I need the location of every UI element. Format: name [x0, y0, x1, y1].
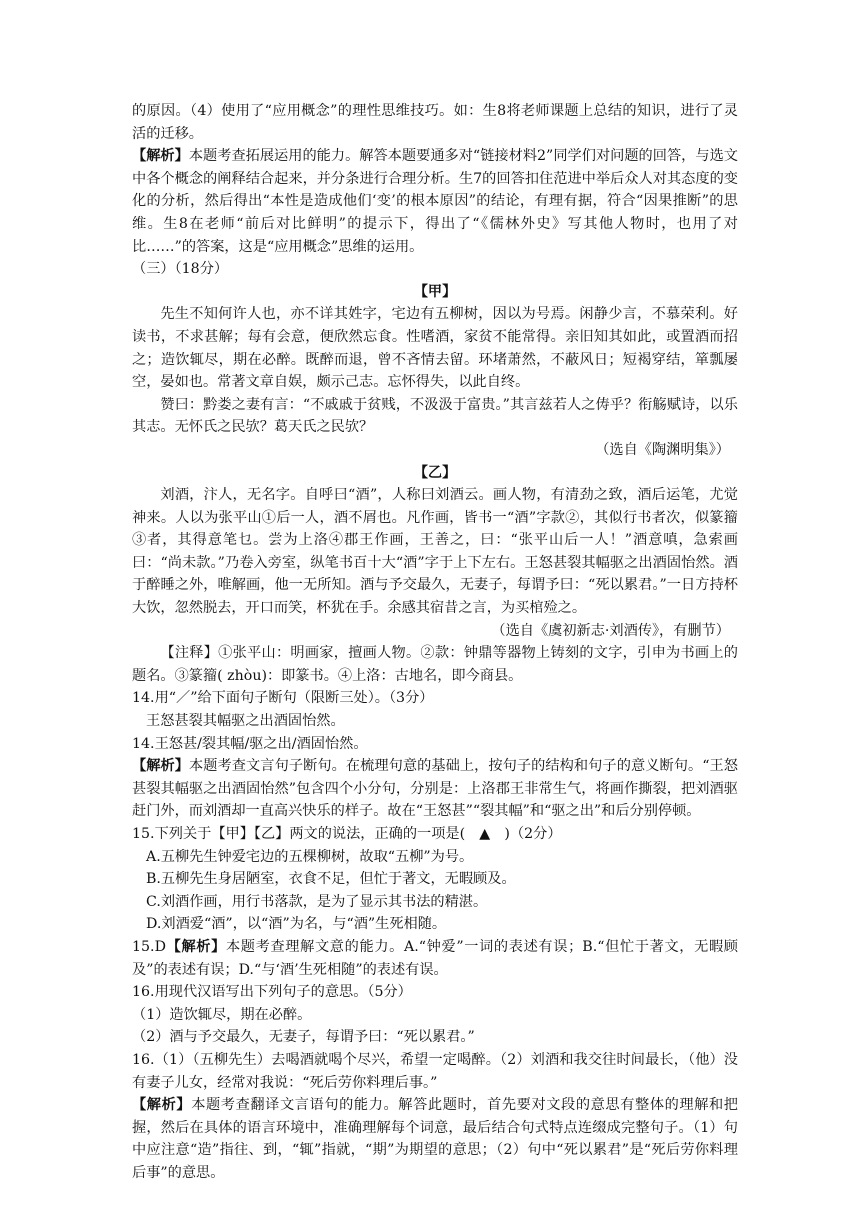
q16-analysis	[132, 1094, 738, 1184]
analysis-label: 【解析】	[132, 758, 190, 775]
q15-question: 15.下列关于【甲】【乙】两文的说法，正确的一项是( ▲ )（2分）	[132, 826, 562, 842]
q15-answer	[132, 936, 738, 981]
document-page	[132, 100, 738, 1185]
analysis-label: 【解析】	[132, 1097, 192, 1114]
answer-prefix: 15.D	[132, 938, 166, 955]
q15-option-d: D.刘酒爱“酒”，以“酒”为名，与“酒”生死相随。	[146, 916, 447, 933]
q14-question: 14.用“／”给下面句子断句（限断三处）。（3分）	[132, 690, 434, 707]
q14-sentence: 王怒甚裂其幅驱之出酒固怡然。	[146, 713, 345, 730]
passage-jia-title: 【甲】	[413, 283, 457, 300]
q16-question: 16.用现代汉语写出下列句子的意思。（5分）	[132, 984, 412, 1001]
q15-option-b: B.五柳先生身居陋室，衣食不足，但忙于著文，无暇顾及。	[146, 871, 516, 888]
q16-answer: 16.（1）（五柳先生）去喝酒就喝个尽兴，希望一定喝醉。（2）刘酒和我交往时间最长，（他）没有妻子儿女，经常对我说：“死后劳你料理后事。”	[132, 1051, 738, 1091]
prev-analysis	[132, 145, 738, 258]
q15-option-a: A.五柳先生钟爱宅边的五棵柳树，故取“五柳”为号。	[146, 848, 474, 865]
q14-answer: 14.王怒甚/裂其幅/驱之出/酒固怡然。	[132, 735, 368, 752]
passage-jia-source: （选自《陶渊明集》）	[595, 441, 730, 458]
analysis-label: 【解析】	[165, 938, 226, 955]
passage-yi-source: （选自《虞初新志·刘酒传》，有删节）	[491, 622, 730, 639]
q16-item-2: （2）酒与予交最久，无妻子，每谓予曰：“死以累君。”	[132, 1029, 475, 1046]
analysis-text: 本题考查理解文意的能力。A.“钟爱”一词的表述有误；B.“但忙于著文，无暇顾及”的表述有误；D.“与‘酒’生死相随”的表述有误。	[132, 938, 738, 978]
analysis-label: 【解析】	[132, 148, 189, 165]
prev-answer-tail: 的原因。（4）使用了“应用概念”的理性思维技巧。如：生8将老师课题上总结的知识，进行了灵活的迁移。	[132, 103, 738, 142]
q15-option-c: C.刘酒作画，用行书落款，是为了显示其书法的精湛。	[146, 893, 488, 910]
q14-analysis	[132, 755, 738, 823]
q16-item-1: （1）造饮辄尽，期在必醉。	[132, 1006, 312, 1023]
passage-yi-para1: 刘酒，汴人，无名字。自呼曰“酒”，人称曰刘酒云。画人物，有清劲之致，酒后运笔，尤觉神来。人以为张平山①后一人，酒不屑也。凡作画，皆书一“酒”字款②，其似行书者次，似篆籀③者，其得意笔乜。尝为上洛④郡王作画，王善之，曰：“张平山后一人！”酒意嗔，急索画曰：“尚未款。”乃卷入旁室，纵笔书百十大“酒”字于上下左右。王怒甚裂其幅驱之出酒固怡然。酒于醉睡之外，唯解画，他一无所知。酒与予交最久，无妻子，每谓予曰：“死以累君。”一日方持杯大饮，忽然脱去，开口而笑，杯犹在手。余感其宿昔之言，为买棺殓之。	[132, 487, 738, 617]
passage-jia-para2: 赞曰：黔娄之妻有言：“不戚戚于贫贱，不汲汲于富贵。”其言兹若人之俦乎？衔觞赋诗，以乐其志。无怀氏之民欤？葛天氏之民欤？	[132, 396, 738, 436]
passage-yi-notes: 【注释】①张平山：明画家，擅画人物。②款：钟鼎等器物上铸刻的文字，引申为书画上的题名。③篆籀( zhòu)：即篆书。④上洛：古地名，即今商县。	[132, 645, 738, 684]
analysis-text: 本题考查拓展运用的能力。解答本题要通多对“链接材料2”同学们对问题的回答，与选文中各个概念的阐释结合起来，并分条进行合理分析。生7的回答扣住范进中举后众人对其态度的变化的分析，然后得出“本性是造成他们‘变’的根本原因”的结论，有理有据，符合“因果推断”的思维。生8在老师“前后对比鲜明”的提示下，得出了“《儒林外史》写其他人物时，也用了对比……”的答案，这是“应用概念”思维的运用。	[132, 148, 738, 255]
passage-jia-para1: 先生不知何许人也，亦不详其姓字，宅边有五柳树，因以为号焉。闲静少言，不慕荣利。好读书，不求甚解；每有会意，便欣然忘食。性嗜酒，家贫不能常得。亲旧知其如此，或置酒而招之；造饮辄尽，期在必醉。既醉而退，曾不吝情去留。环堵萧然，不蔽风日；短褐穿结，箪瓢屡空，晏如也。常著文章自娱，颇示己志。忘怀得失，以此自终。	[132, 306, 738, 391]
analysis-text: 本题考查文言句子断句。在梳理句意的基础上，按句子的结构和句子的意义断句。“王怒甚裂其幅驱之出酒固怡然”包含四个小分句，分别是：上洛郡王非常生气，将画作撕裂，把刘酒驱赶门外，而刘酒却一直高兴快乐的样子。故在“王怒甚”“裂其幅”和“驱之出”和后分别停顿。	[132, 758, 738, 820]
analysis-text: 本题考查翻译文言语句的能力。解答此题时，首先要对文段的意思有整体的理解和把握，然后在具体的语言环境中，准确理解每个词意，最后结合句式特点连缀成完整句子。（1）句中应注意“造”指往、到，“辄”指就，“期”为期望的意思；（2）句中“死以累君”是“死后劳你料理后事”的意思。	[132, 1097, 738, 1181]
section-heading: （三）（18分）	[132, 261, 229, 278]
passage-yi-title: 【乙】	[413, 464, 457, 481]
